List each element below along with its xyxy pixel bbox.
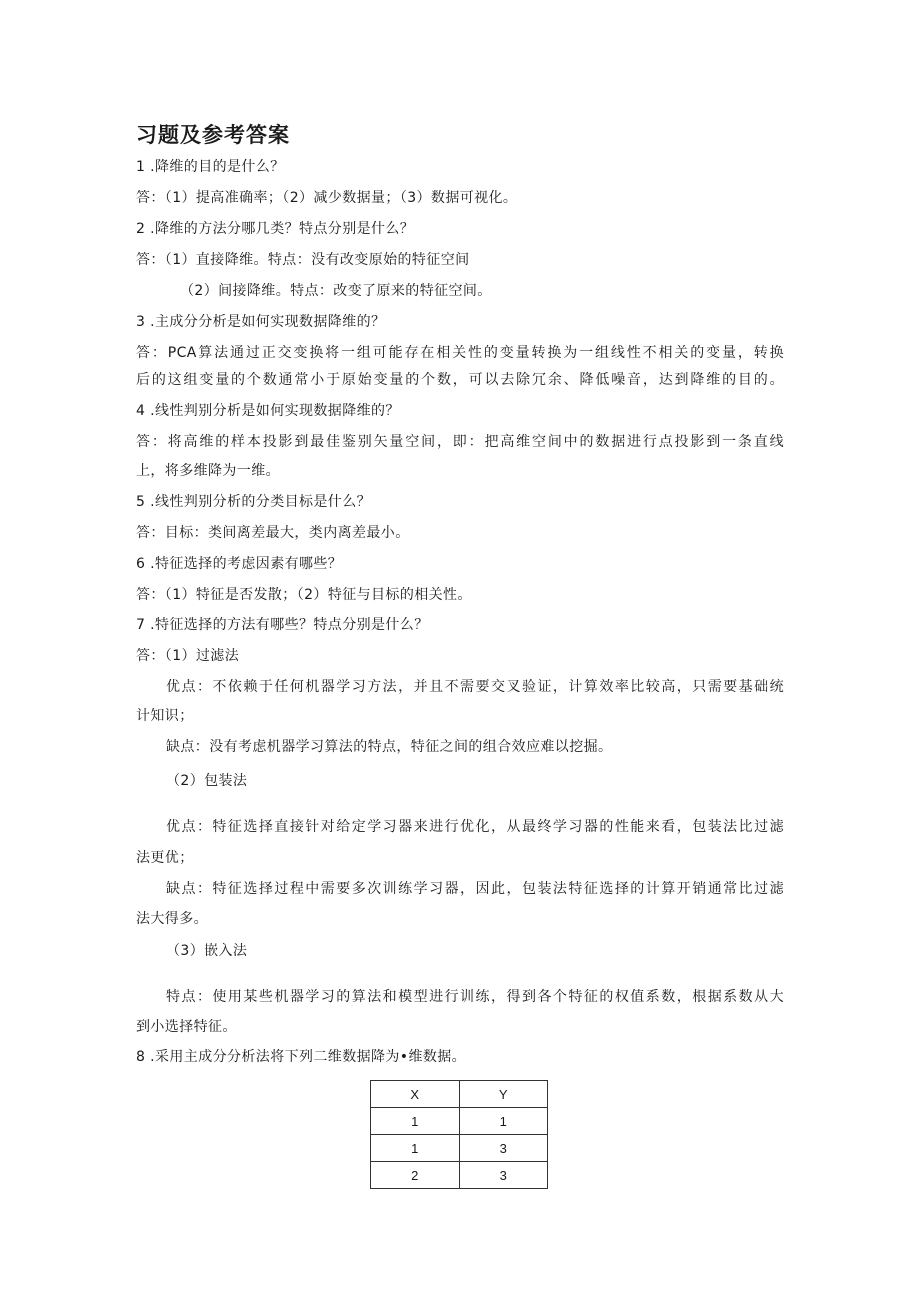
answer-7-wrapper-pros-cont: 法更优； xyxy=(136,850,194,866)
answer-7-wrapper-cons-cont: 法大得多。 xyxy=(136,911,208,927)
answer-4-line-2: 上，将多维降为一维。 xyxy=(136,463,280,479)
answer-4-line-1: 答：将高维的样本投影到最佳鉴别矢量空间，即：把高维空间中的数据进行点投影到一条直线 xyxy=(136,434,784,450)
table-row xyxy=(371,1108,548,1135)
answer-7-embedded-desc: 特点：使用某些机器学习的算法和模型进行训练，得到各个特征的权值系数，根据系数从大 xyxy=(166,989,784,1005)
answer-7-filter-pros-cont: 计知识； xyxy=(136,708,194,724)
question-3: 3 .主成分分析是如何实现数据降维的？ xyxy=(136,314,386,330)
document-title: 习题及参考答案 xyxy=(136,123,290,147)
table-cell: 1 xyxy=(459,1108,548,1135)
table-row xyxy=(371,1135,548,1162)
answer-7-wrapper-cons: 缺点：特征选择过程中需要多次训练学习器，因此，包装法特征选择的计算开销通常比过滤 xyxy=(166,881,784,897)
answer-1: 答：（1）提高准确率；（2）减少数据量；（3）数据可视化。 xyxy=(136,190,518,206)
table-cell: 3 xyxy=(459,1162,548,1189)
question-2: 2 .降维的方法分哪几类？特点分别是什么？ xyxy=(136,221,415,237)
table-row xyxy=(371,1162,548,1189)
answer-7-filter-pros: 优点：不依赖于任何机器学习方法，并且不需要交叉验证，计算效率比较高，只需要基础统 xyxy=(166,679,784,695)
table-header-row xyxy=(371,1081,548,1108)
answer-6: 答：（1）特征是否发散；（2）特征与目标的相关性。 xyxy=(136,587,472,603)
table-cell: 1 xyxy=(371,1108,460,1135)
table-cell: 1 xyxy=(371,1135,460,1162)
table-header-y: Y xyxy=(459,1081,548,1108)
answer-7-wrapper-pros: 优点：特征选择直接针对给定学习器来进行优化，从最终学习器的性能来看，包装法比过滤 xyxy=(166,819,784,835)
question-1: 1 .降维的目的是什么？ xyxy=(136,159,285,175)
table-cell: 3 xyxy=(459,1135,548,1162)
question-5: 5 .线性判别分析的分类目标是什么？ xyxy=(136,494,372,510)
answer-7-filter-heading: 答：（1）过滤法 xyxy=(136,648,240,664)
question-8: 8 .采用主成分分析法将下列二维数据降为•维数据。 xyxy=(136,1049,467,1065)
answer-2-line-2: （2）间接降维。特点：改变了原来的特征空间。 xyxy=(180,283,492,299)
answer-2-line-1: 答：（1）直接降维。特点：没有改变原始的特征空间 xyxy=(136,252,470,268)
table-cell: 2 xyxy=(371,1162,460,1189)
answer-7-wrapper-heading: （2）包装法 xyxy=(166,773,248,789)
question-4: 4 .线性判别分析是如何实现数据降维的？ xyxy=(136,403,400,419)
answer-7-embedded-desc-cont: 到小选择特征。 xyxy=(136,1019,237,1035)
answer-3-line-2: 后的这组变量的个数通常小于原始变量的个数，可以去除冗余、降低噪音，达到降维的目的。 xyxy=(136,372,784,388)
question-6: 6 .特征选择的考虑因素有哪些？ xyxy=(136,556,343,572)
answer-5: 答：目标：类间离差最大，类内离差最小。 xyxy=(136,525,410,541)
answer-3-line-1: 答：PCA算法通过正交变换将一组可能存在相关性的变量转换为一组线性不相关的变量，转换 xyxy=(136,345,784,361)
answer-7-filter-cons: 缺点：没有考虑机器学习算法的特点，特征之间的组合效应难以挖掘。 xyxy=(166,739,613,755)
data-table xyxy=(370,1080,548,1189)
answer-7-embedded-heading: （3）嵌入法 xyxy=(166,943,248,959)
table-header-x: X xyxy=(371,1081,460,1108)
question-7: 7 .特征选择的方法有哪些？特点分别是什么？ xyxy=(136,617,429,633)
